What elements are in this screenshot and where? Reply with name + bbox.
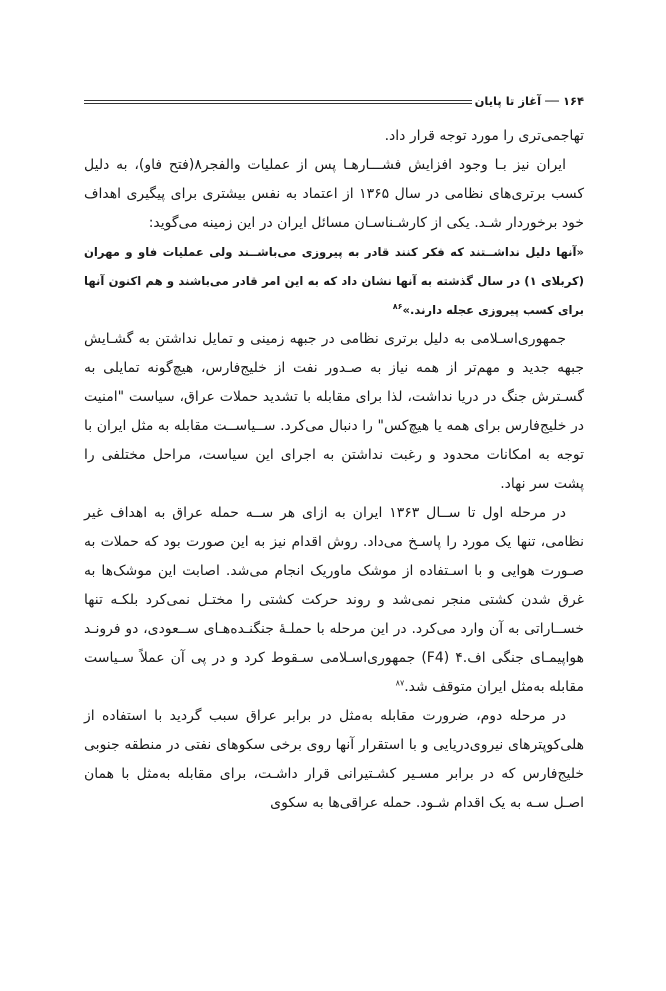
header-text: ۱۶۴ ── آغاز تا پایان [469, 92, 584, 110]
quote-block [84, 238, 584, 325]
page-number: ۱۶۴ [562, 94, 584, 108]
page-body [84, 122, 584, 818]
paragraph-3: جمهوری‌اسـلامی به دلیل برتری نظامی در جبهه زمینی و تمایل نداشتن به گشـایش جبهه جدید و مهم‌تر از همه نیاز به صـدور نفت از خلیج‌فارس، هیچ‌گونه تمایلی به گسـترش جنگ در دریا نداشت، لذا برای مقابله با تشدید حملات عراق، سیاست "امنیت در خلیج‌فارس برای همه یا هیچ‌کس" را دنبال می‌کرد. ســیاســت مقابله به مثل ایران با توجه به امکانات محدود و رغبت نداشتن به اجرای این سیاست، مراحل مختلفی را پشت سر نهاد. [84, 331, 584, 492]
paragraph-1: تهاجمی‌تری را مورد توجه قرار داد. [384, 128, 584, 144]
footnote-ref-87: ۸۷ [395, 678, 405, 688]
page-header [84, 92, 584, 110]
running-title: آغاز تا پایان [474, 94, 542, 108]
paragraph-2: ایران نیز بـا وجود افزایش فشـــارهـا پس از عملیات والفجر۸(فتح فاو)، به دلیل کسب برتری‌های نظامی در سال ۱۳۶۵ از اعتماد به نفس بیشتری برای پیگیری اهداف خود برخوردار شـد. یکی از کارشـناسـان مسائل ایران در این زمینه می‌گوید: [84, 157, 585, 231]
header-rule [84, 100, 472, 104]
footnote-ref-86: ۸۶ [392, 302, 403, 312]
paragraph-4 [84, 499, 584, 702]
paragraph-4-text: در مرحله اول تا ســال ۱۳۶۳ ایران به ازای هر ســه حمله عراق به اهداف غیر نظامی، تنها یک مورد را پاسـخ می‌داد. روش اقدام نیز به این صورت بود که حملات به صـورت هوایی و با اسـتفاده از موشک ماوریک انجام می‌شد. اصابت این موشک‌ها به غرق شدن کشتی منجر نمی‌شد و روند حرکت کشتی را مختـل نمی‌کرد بلکـه تنها خســاراتی به آن وارد می‌کرد. در این مرحله با حملـهٔ جنگنـده‌هـای ســعودی، دو فرونـد هواپیمـای جنگی اف.۴ (F4) جمهوری‌اسـلامی سـقوط کرد و در پی آن عملاً سـیاست مقابله به‌مثل ایران متوقف شد. [84, 505, 584, 695]
paragraph-5: در مرحله دوم، ضرورت مقابله به‌مثل در برابر عراق سبب گردید با استفاده از هلی‌کوپترهای نیروی‌دریایی و با استقرار آنها روی برخی سکوهای نفتی در منطقه جنوبی خلیج‌فارس که در برابر مسـیر کشـتیرانی قرار داشـت، برای مقابله به‌مثل با همان اصـل سـه به یک اقدام شـود. حمله عراقی‌ها به سکوی [84, 708, 584, 811]
quote-text: «آنها دلیل نداشــتند که فکر کنند قادر به پیروزی می‌باشــند ولی عملیات فاو و مهران (کربلای ۱) در سال گذشته به آنها نشان داد که به این امر قادر می‌باشند و هم اکنون آنها برای کسب پیروزی عجله دارند.» [84, 245, 584, 317]
